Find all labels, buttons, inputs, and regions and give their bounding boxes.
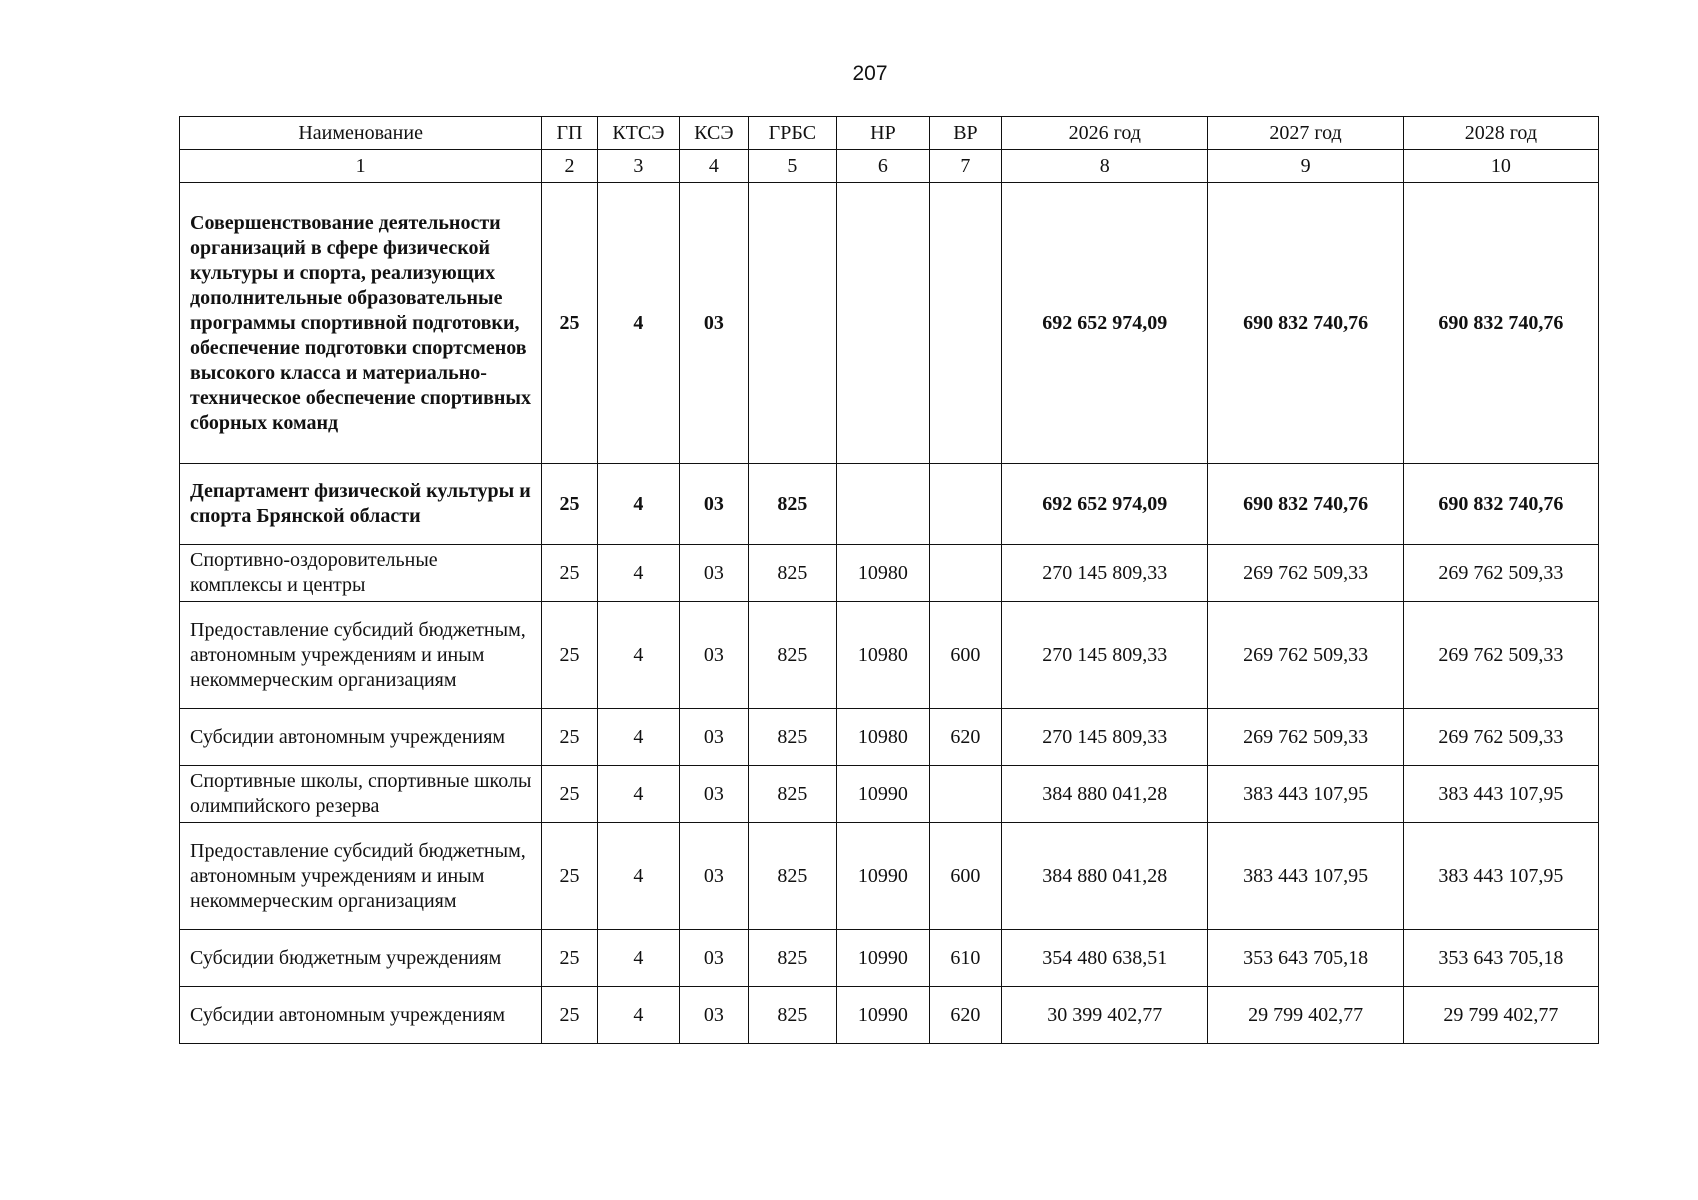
- column-number: 9: [1208, 150, 1403, 183]
- cell-gp: 25: [542, 987, 597, 1044]
- cell-gp: 25: [542, 709, 597, 766]
- cell-kse: 03: [680, 709, 748, 766]
- cell-2028: 383 443 107,95: [1403, 766, 1598, 823]
- cell-2028: 353 643 705,18: [1403, 930, 1598, 987]
- cell-ktse: 4: [597, 930, 680, 987]
- cell-grbs: 825: [748, 602, 837, 709]
- cell-grbs: 825: [748, 709, 837, 766]
- table-row: [180, 823, 1599, 930]
- cell-kse: 03: [680, 183, 748, 464]
- column-header: ГРБС: [748, 117, 837, 150]
- cell-vr: 620: [929, 987, 1001, 1044]
- cell-gp: 25: [542, 545, 597, 602]
- cell-ktse: 4: [597, 183, 680, 464]
- cell-2028: 269 762 509,33: [1403, 545, 1598, 602]
- cell-2028: 383 443 107,95: [1403, 823, 1598, 930]
- column-number-row: [180, 150, 1599, 183]
- cell-2027: 269 762 509,33: [1208, 545, 1403, 602]
- cell-2027: 690 832 740,76: [1208, 183, 1403, 464]
- cell-grbs: 825: [748, 930, 837, 987]
- cell-ktse: 4: [597, 766, 680, 823]
- column-header: ВР: [929, 117, 1001, 150]
- column-header: ГП: [542, 117, 597, 150]
- cell-kse: 03: [680, 823, 748, 930]
- cell-kse: 03: [680, 602, 748, 709]
- budget-table: [179, 116, 1599, 1044]
- table-header-row: [180, 117, 1599, 150]
- cell-vr: 600: [929, 823, 1001, 930]
- cell-nr: [837, 464, 930, 545]
- cell-nr: 10980: [837, 602, 930, 709]
- cell-gp: 25: [542, 823, 597, 930]
- cell-ktse: 4: [597, 545, 680, 602]
- cell-ktse: 4: [597, 709, 680, 766]
- column-number: 8: [1002, 150, 1208, 183]
- row-name: Департамент физической культуры и спорта Брянской области: [180, 464, 542, 545]
- cell-2026: 270 145 809,33: [1002, 545, 1208, 602]
- cell-nr: [837, 183, 930, 464]
- cell-2026: 354 480 638,51: [1002, 930, 1208, 987]
- cell-vr: 620: [929, 709, 1001, 766]
- cell-2027: 269 762 509,33: [1208, 602, 1403, 709]
- column-header: КСЭ: [680, 117, 748, 150]
- cell-2028: 269 762 509,33: [1403, 602, 1598, 709]
- row-name: Субсидии бюджетным учреждениям: [180, 930, 542, 987]
- cell-grbs: 825: [748, 987, 837, 1044]
- cell-nr: 10990: [837, 766, 930, 823]
- cell-2028: 269 762 509,33: [1403, 709, 1598, 766]
- cell-grbs: 825: [748, 766, 837, 823]
- row-name: Субсидии автономным учреждениям: [180, 709, 542, 766]
- cell-ktse: 4: [597, 823, 680, 930]
- cell-2026: 692 652 974,09: [1002, 183, 1208, 464]
- cell-vr: 610: [929, 930, 1001, 987]
- cell-vr: 600: [929, 602, 1001, 709]
- row-name: Совершенствование деятельности организаций в сфере физической культуры и спорта, реализующих дополнительные образовательные программы спортивной подготовки, обеспечение подготовки спортсменов высокого класса и материально-техническое обеспечение спортивных сборных команд: [180, 183, 542, 464]
- column-number: 3: [597, 150, 680, 183]
- cell-2026: 692 652 974,09: [1002, 464, 1208, 545]
- cell-2027: 353 643 705,18: [1208, 930, 1403, 987]
- table-row: [180, 987, 1599, 1044]
- cell-grbs: 825: [748, 823, 837, 930]
- cell-2027: 690 832 740,76: [1208, 464, 1403, 545]
- cell-grbs: [748, 183, 837, 464]
- cell-2027: 383 443 107,95: [1208, 766, 1403, 823]
- cell-gp: 25: [542, 766, 597, 823]
- column-header: Наименование: [180, 117, 542, 150]
- cell-nr: 10990: [837, 930, 930, 987]
- cell-nr: 10980: [837, 545, 930, 602]
- column-number: 1: [180, 150, 542, 183]
- column-header: НР: [837, 117, 930, 150]
- cell-2026: 384 880 041,28: [1002, 766, 1208, 823]
- cell-ktse: 4: [597, 602, 680, 709]
- cell-kse: 03: [680, 930, 748, 987]
- cell-2027: 29 799 402,77: [1208, 987, 1403, 1044]
- column-header: КТСЭ: [597, 117, 680, 150]
- cell-kse: 03: [680, 545, 748, 602]
- cell-ktse: 4: [597, 987, 680, 1044]
- cell-grbs: 825: [748, 464, 837, 545]
- row-name: Спортивно-оздоровительные комплексы и центры: [180, 545, 542, 602]
- cell-gp: 25: [542, 464, 597, 545]
- table-row: [180, 930, 1599, 987]
- cell-2026: 270 145 809,33: [1002, 709, 1208, 766]
- cell-nr: 10980: [837, 709, 930, 766]
- cell-vr: [929, 464, 1001, 545]
- cell-2026: 384 880 041,28: [1002, 823, 1208, 930]
- cell-kse: 03: [680, 766, 748, 823]
- column-number: 5: [748, 150, 837, 183]
- cell-2028: 29 799 402,77: [1403, 987, 1598, 1044]
- cell-2028: 690 832 740,76: [1403, 464, 1598, 545]
- cell-kse: 03: [680, 464, 748, 545]
- cell-ktse: 4: [597, 464, 680, 545]
- cell-gp: 25: [542, 602, 597, 709]
- page-number: 207: [852, 62, 888, 85]
- column-number: 6: [837, 150, 930, 183]
- column-number: 4: [680, 150, 748, 183]
- cell-nr: 10990: [837, 823, 930, 930]
- cell-gp: 25: [542, 183, 597, 464]
- column-number: 2: [542, 150, 597, 183]
- column-header: 2028 год: [1403, 117, 1598, 150]
- cell-vr: [929, 183, 1001, 464]
- row-name: Спортивные школы, спортивные школы олимпийского резерва: [180, 766, 542, 823]
- row-name: Предоставление субсидий бюджетным, автономным учреждениям и иным некоммерческим организациям: [180, 602, 542, 709]
- cell-2028: 690 832 740,76: [1403, 183, 1598, 464]
- cell-2026: 30 399 402,77: [1002, 987, 1208, 1044]
- cell-gp: 25: [542, 930, 597, 987]
- cell-2026: 270 145 809,33: [1002, 602, 1208, 709]
- row-name: Субсидии автономным учреждениям: [180, 987, 542, 1044]
- cell-vr: [929, 766, 1001, 823]
- cell-grbs: 825: [748, 545, 837, 602]
- column-header: 2027 год: [1208, 117, 1403, 150]
- cell-kse: 03: [680, 987, 748, 1044]
- table-row: [180, 183, 1599, 464]
- table-row: [180, 766, 1599, 823]
- column-number: 7: [929, 150, 1001, 183]
- cell-2027: 269 762 509,33: [1208, 709, 1403, 766]
- cell-nr: 10990: [837, 987, 930, 1044]
- row-name: Предоставление субсидий бюджетным, автономным учреждениям и иным некоммерческим организациям: [180, 823, 542, 930]
- cell-2027: 383 443 107,95: [1208, 823, 1403, 930]
- column-header: 2026 год: [1002, 117, 1208, 150]
- table-row: [180, 709, 1599, 766]
- cell-vr: [929, 545, 1001, 602]
- table-row: [180, 545, 1599, 602]
- table-row: [180, 464, 1599, 545]
- table-row: [180, 602, 1599, 709]
- column-number: 10: [1403, 150, 1598, 183]
